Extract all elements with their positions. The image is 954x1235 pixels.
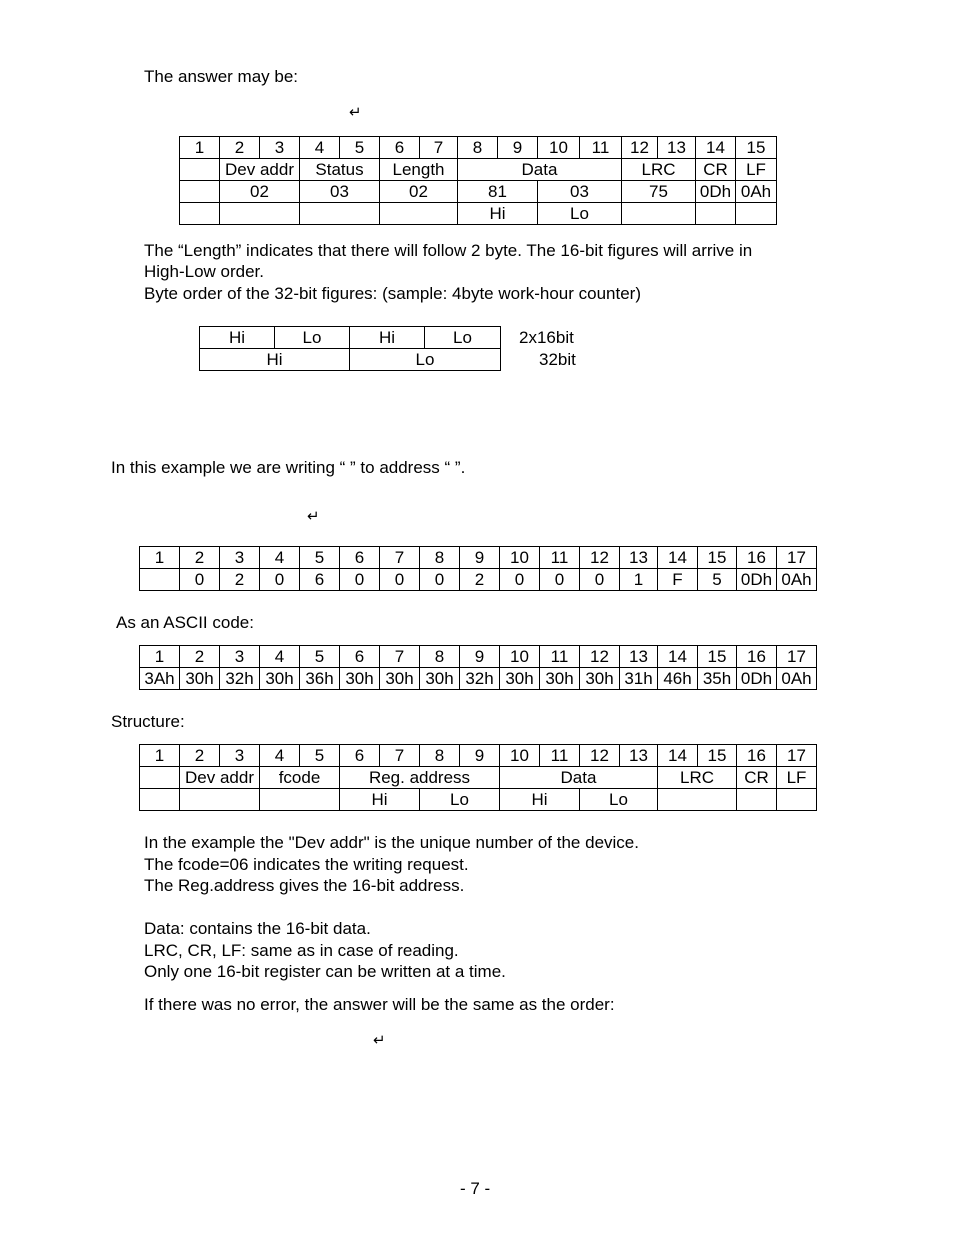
- column-number: 11: [540, 646, 580, 668]
- empty-cell: [180, 159, 220, 181]
- column-number: 8: [420, 745, 460, 767]
- column-number: 1: [140, 745, 180, 767]
- column-number: 3: [220, 745, 260, 767]
- column-number: 13: [620, 646, 658, 668]
- byte-order-table: [199, 326, 501, 371]
- table-header-row: [180, 137, 777, 159]
- lo-cell: Lo: [275, 327, 350, 349]
- value-cell: 0Dh: [737, 569, 777, 591]
- value-cell: 02: [380, 181, 458, 203]
- field-status: Status: [300, 159, 380, 181]
- value-cell: 75: [622, 181, 696, 203]
- value-cell: 46h: [658, 668, 698, 690]
- byte-order-16bit-row: [200, 327, 501, 349]
- lo-cell: Lo: [420, 789, 500, 811]
- value-cell: 30h: [500, 668, 540, 690]
- column-number: 14: [658, 547, 698, 569]
- value-cell: 0: [260, 569, 300, 591]
- column-number: 2: [180, 745, 220, 767]
- structure-table: [139, 744, 817, 811]
- field-cr: CR: [737, 767, 777, 789]
- value-cell: 35h: [698, 668, 737, 690]
- value-cell: [140, 569, 180, 591]
- hi-cell: Hi: [458, 203, 538, 225]
- table-hilo-row: [180, 203, 777, 225]
- answer-same-note: If there was no error, the answer will be the same as the order:: [144, 995, 615, 1014]
- empty-cell: [260, 789, 340, 811]
- field-lrc: LRC: [658, 767, 737, 789]
- length-description-line2: High-Low order.: [144, 262, 265, 281]
- column-number: 7: [380, 646, 420, 668]
- byte-order-32bit-row: [200, 349, 501, 371]
- column-number: 16: [737, 745, 777, 767]
- column-number: 3: [220, 547, 260, 569]
- value-cell: 30h: [340, 668, 380, 690]
- column-number: 9: [460, 745, 500, 767]
- value-cell: 1: [620, 569, 658, 591]
- empty-cell: [180, 789, 260, 811]
- value-cell: 30h: [380, 668, 420, 690]
- field-lf: LF: [777, 767, 817, 789]
- column-number: 9: [460, 646, 500, 668]
- lo-cell: Lo: [538, 203, 622, 225]
- value-cell: 2: [220, 569, 260, 591]
- lo-cell: Lo: [425, 327, 501, 349]
- column-number: 4: [260, 745, 300, 767]
- column-number: 17: [777, 646, 817, 668]
- column-number: 15: [698, 646, 737, 668]
- write-example-text: In this example we are writing “ ” to address “ ”.: [111, 458, 466, 477]
- value-cell: 0: [580, 569, 620, 591]
- column-number: 10: [500, 547, 540, 569]
- byte-order-text: Byte order of the 32-bit figures: (sample: 4byte work-hour counter): [144, 284, 642, 303]
- column-number: 13: [658, 137, 696, 159]
- dev-addr-explanation: In the example the "Dev addr" is the unique number of the device.: [144, 833, 639, 852]
- column-number: 7: [420, 137, 458, 159]
- single-register-note: Only one 16-bit register can be written at a time.: [144, 962, 506, 981]
- field-length: Length: [380, 159, 458, 181]
- column-number: 15: [698, 745, 737, 767]
- table-header-row: [140, 547, 817, 569]
- value-cell: 32h: [460, 668, 500, 690]
- value-cell: 02: [220, 181, 300, 203]
- value-cell: 30h: [180, 668, 220, 690]
- value-cell: 0Ah: [777, 668, 817, 690]
- value-cell: 30h: [540, 668, 580, 690]
- table-value-row: [140, 668, 817, 690]
- empty-cell: [737, 789, 777, 811]
- value-cell: 0: [500, 569, 540, 591]
- empty-cell: [658, 789, 737, 811]
- field-lf: LF: [736, 159, 777, 181]
- value-cell: 2: [460, 569, 500, 591]
- hi-cell: Hi: [500, 789, 580, 811]
- ascii-code-table: [139, 645, 817, 690]
- column-number: 8: [458, 137, 498, 159]
- column-number: 4: [300, 137, 340, 159]
- empty-cell: [380, 203, 458, 225]
- value-cell: 0: [420, 569, 460, 591]
- value-cell: 0: [180, 569, 220, 591]
- empty-cell: [220, 203, 300, 225]
- value-cell: 6: [300, 569, 340, 591]
- empty-cell: [180, 203, 220, 225]
- answer-intro-text: The answer may be:: [144, 67, 299, 86]
- table-value-row: [180, 181, 777, 203]
- write-order-table: [139, 546, 817, 591]
- column-number: 2: [180, 547, 220, 569]
- value-cell: 0Ah: [736, 181, 777, 203]
- return-icon: ↵: [307, 507, 320, 525]
- value-cell: 31h: [620, 668, 658, 690]
- column-number: 10: [500, 745, 540, 767]
- column-number: 6: [340, 646, 380, 668]
- column-number: 10: [500, 646, 540, 668]
- page-number: - 7 -: [460, 1179, 491, 1198]
- field-data: Data: [458, 159, 622, 181]
- return-icon: ↵: [373, 1031, 386, 1049]
- lo-cell: Lo: [350, 349, 501, 371]
- lrc-explanation: LRC, CR, LF: same as in case of reading.: [144, 941, 459, 960]
- table-field-row: [180, 159, 777, 181]
- column-number: 7: [380, 547, 420, 569]
- column-number: 5: [300, 745, 340, 767]
- column-number: 1: [140, 547, 180, 569]
- column-number: 6: [380, 137, 420, 159]
- column-number: 1: [180, 137, 220, 159]
- empty-cell: [622, 203, 696, 225]
- column-number: 1: [140, 646, 180, 668]
- column-number: 13: [620, 547, 658, 569]
- column-number: 17: [777, 745, 817, 767]
- value-cell: 5: [698, 569, 737, 591]
- column-number: 3: [220, 646, 260, 668]
- value-cell: 81: [458, 181, 538, 203]
- reg-address-explanation: The Reg.address gives the 16-bit address.: [144, 876, 465, 895]
- value-cell: F: [658, 569, 698, 591]
- value-cell: 03: [300, 181, 380, 203]
- column-number: 12: [580, 547, 620, 569]
- label-32bit: 32bit: [539, 350, 576, 369]
- lo-cell: Lo: [580, 789, 658, 811]
- hi-cell: Hi: [200, 327, 275, 349]
- column-number: 9: [460, 547, 500, 569]
- column-number: 7: [380, 745, 420, 767]
- column-number: 3: [260, 137, 300, 159]
- column-number: 12: [622, 137, 658, 159]
- column-number: 12: [580, 745, 620, 767]
- value-cell: 30h: [420, 668, 460, 690]
- value-cell: 30h: [580, 668, 620, 690]
- column-number: 5: [300, 646, 340, 668]
- value-cell: 0Dh: [737, 668, 777, 690]
- table-header-row: [140, 745, 817, 767]
- field-cr: CR: [696, 159, 736, 181]
- field-lrc: LRC: [622, 159, 696, 181]
- answer-frame-table: [179, 136, 777, 225]
- field-fcode: fcode: [260, 767, 340, 789]
- column-number: 5: [340, 137, 380, 159]
- column-number: 13: [620, 745, 658, 767]
- column-number: 15: [736, 137, 777, 159]
- column-number: 8: [420, 646, 460, 668]
- field-data: Data: [500, 767, 658, 789]
- value-cell: 0: [340, 569, 380, 591]
- value-cell: 3Ah: [140, 668, 180, 690]
- column-number: 8: [420, 547, 460, 569]
- empty-cell: [777, 789, 817, 811]
- hi-cell: Hi: [200, 349, 350, 371]
- column-number: 14: [658, 745, 698, 767]
- column-number: 2: [220, 137, 260, 159]
- table-field-row: [140, 767, 817, 789]
- column-number: 12: [580, 646, 620, 668]
- empty-cell: [180, 181, 220, 203]
- column-number: 17: [777, 547, 817, 569]
- hi-cell: Hi: [350, 327, 425, 349]
- table-header-row: [140, 646, 817, 668]
- table-hilo-row: [140, 789, 817, 811]
- value-cell: 36h: [300, 668, 340, 690]
- field-dev-addr: Dev addr: [220, 159, 300, 181]
- label-2x16bit: 2x16bit: [519, 328, 574, 347]
- column-number: 11: [580, 137, 622, 159]
- fcode-explanation: The fcode=06 indicates the writing request.: [144, 855, 469, 874]
- column-number: 11: [540, 745, 580, 767]
- column-number: 16: [737, 547, 777, 569]
- value-cell: 32h: [220, 668, 260, 690]
- empty-cell: [140, 789, 180, 811]
- length-description-line1: The “Length” indicates that there will follow 2 byte. The 16-bit figures will arrive in: [144, 241, 753, 260]
- data-explanation: Data: contains the 16-bit data.: [144, 919, 371, 938]
- column-number: 14: [696, 137, 736, 159]
- empty-cell: [696, 203, 736, 225]
- column-number: 6: [340, 745, 380, 767]
- column-number: 2: [180, 646, 220, 668]
- value-cell: 0Dh: [696, 181, 736, 203]
- column-number: 5: [300, 547, 340, 569]
- empty-cell: [140, 767, 180, 789]
- empty-cell: [300, 203, 380, 225]
- hi-cell: Hi: [340, 789, 420, 811]
- value-cell: 0Ah: [777, 569, 817, 591]
- value-cell: 0: [380, 569, 420, 591]
- field-reg-address: Reg. address: [340, 767, 500, 789]
- column-number: 14: [658, 646, 698, 668]
- table-value-row: [140, 569, 817, 591]
- column-number: 6: [340, 547, 380, 569]
- column-number: 11: [540, 547, 580, 569]
- column-number: 10: [538, 137, 580, 159]
- column-number: 15: [698, 547, 737, 569]
- column-number: 4: [260, 547, 300, 569]
- structure-heading: Structure:: [111, 712, 185, 731]
- value-cell: 0: [540, 569, 580, 591]
- return-icon: ↵: [349, 103, 362, 121]
- field-dev-addr: Dev addr: [180, 767, 260, 789]
- value-cell: 30h: [260, 668, 300, 690]
- ascii-code-text: As an ASCII code:: [116, 613, 254, 632]
- column-number: 4: [260, 646, 300, 668]
- column-number: 9: [498, 137, 538, 159]
- column-number: 16: [737, 646, 777, 668]
- value-cell: 03: [538, 181, 622, 203]
- empty-cell: [736, 203, 777, 225]
